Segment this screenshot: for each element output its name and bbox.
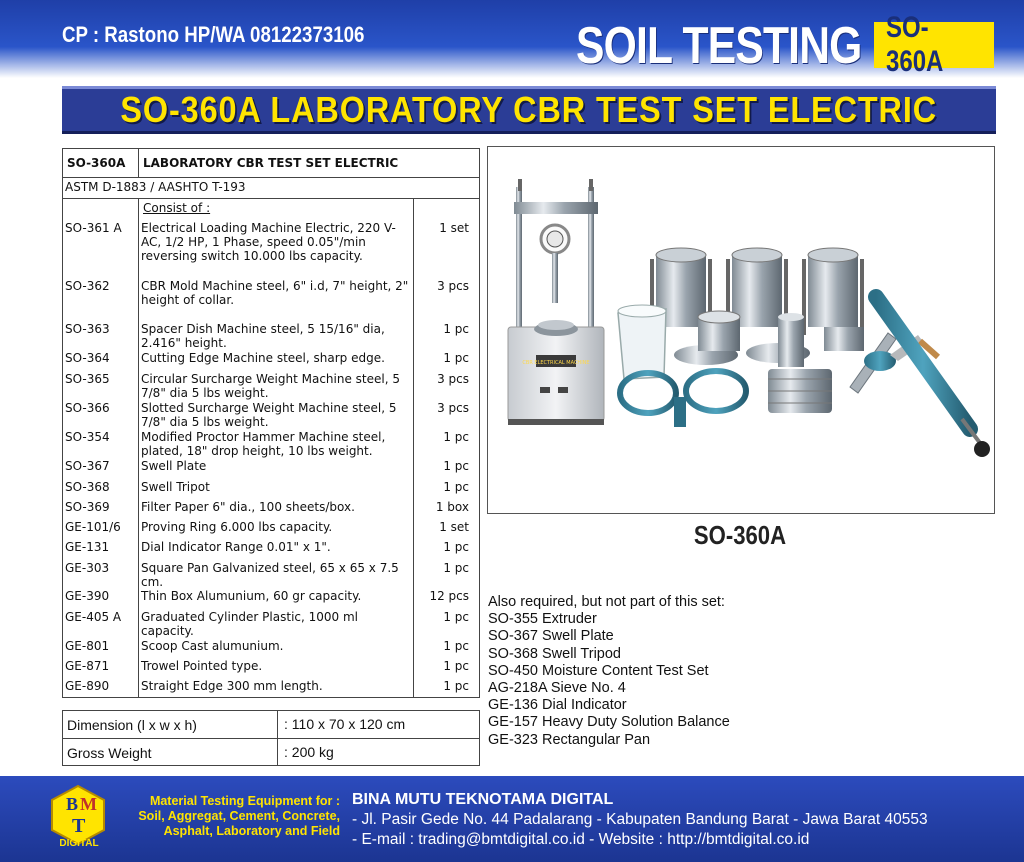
spec-item-desc: Circular Surcharge Weight Machine steel, 5 7/8" dia 5 lbs weight. <box>141 372 400 400</box>
list-item: SO-368 Swell Tripod <box>488 645 621 662</box>
spec-item-qty: 1 set <box>439 221 469 235</box>
dimension-label: Dimension (l x w x h) <box>67 717 197 733</box>
spec-item-qty: 3 pcs <box>437 401 469 415</box>
divider <box>413 199 414 697</box>
spec-item-desc: Thin Box Alumunium, 60 gr capacity. <box>141 589 362 603</box>
spec-item-qty: 1 pc <box>443 459 469 473</box>
spec-item-code: SO-363 <box>65 322 110 336</box>
spec-item-desc: Electrical Loading Machine Electric, 220 V-AC, 1/2 HP, 1 Phase, speed 0.05"/min reversing switch 10.000 lbs capacity. <box>141 221 396 263</box>
dimension-row <box>63 711 479 739</box>
weight-value: : 200 kg <box>277 739 334 766</box>
list-item: SO-355 Extruder <box>488 611 597 628</box>
company-name: BINA MUTU TEKNOTAMA DIGITAL <box>352 791 614 808</box>
photo-caption: SO-360A <box>693 520 787 550</box>
spec-item-desc: CBR Mold Machine steel, 6" i.d, 7" height, 2" height of collar. <box>141 279 409 307</box>
spec-item-desc: Filter Paper 6" dia., 100 sheets/box. <box>141 500 355 514</box>
spec-item-code: SO-369 <box>65 500 110 514</box>
company-address: - Jl. Pasir Gede No. 44 Padalarang - Kabupaten Bandung Barat - Jawa Barat 40553 <box>352 811 928 828</box>
tagline-line: Asphalt, Laboratory and Field <box>163 824 340 838</box>
company-contact: - E-mail : trading@bmtdigital.co.id - Website : http://bmtdigital.co.id <box>352 831 810 848</box>
spec-item-code: GE-131 <box>65 540 110 554</box>
footer-tagline <box>120 794 340 839</box>
spec-item-qty: 1 pc <box>443 610 469 624</box>
spec-item-desc: Scoop Cast alumunium. <box>141 639 284 653</box>
divider <box>138 199 139 697</box>
also-required-list <box>488 594 730 749</box>
spec-item-qty: 3 pcs <box>437 372 469 386</box>
spec-item-desc: Swell Tripot <box>141 480 210 494</box>
product-photo-illustration <box>488 147 994 513</box>
spec-item-code: SO-368 <box>65 480 110 494</box>
product-photo <box>487 146 995 514</box>
spec-item-code: SO-354 <box>65 430 110 444</box>
spec-item-qty: 1 pc <box>443 679 469 693</box>
spec-item-desc: Swell Plate <box>141 459 207 473</box>
spec-item-qty: 1 pc <box>443 540 469 554</box>
spec-item-code: GE-390 <box>65 589 110 603</box>
spec-item-code: SO-367 <box>65 459 110 473</box>
product-title-bar <box>62 86 996 134</box>
spec-item-code: SO-365 <box>65 372 110 386</box>
spec-item-desc: Straight Edge 300 mm length. <box>141 679 323 693</box>
logo-text: DIGITAL <box>59 838 99 849</box>
spec-item-desc: Cutting Edge Machine steel, sharp edge. <box>141 351 385 365</box>
spec-item-desc: Square Pan Galvanized steel, 65 x 65 x 7.5 cm. <box>141 561 399 589</box>
list-item: GE-136 Dial Indicator <box>488 697 627 714</box>
spec-item-code: GE-890 <box>65 679 110 693</box>
list-item: SO-450 Moisture Content Test Set <box>488 662 709 679</box>
dimension-value: : 110 x 70 x 120 cm <box>277 711 405 738</box>
spec-item-desc: Trowel Pointed type. <box>141 659 263 673</box>
consist-label: Consist of : <box>143 201 211 215</box>
spec-item-code: SO-361 A <box>65 221 122 235</box>
spec-item-code: GE-871 <box>65 659 110 673</box>
spec-item-code: GE-801 <box>65 639 110 653</box>
svg-text:T: T <box>72 815 86 837</box>
list-item: SO-367 Swell Plate <box>488 628 614 645</box>
spec-item-code: GE-101/6 <box>65 520 121 534</box>
dimensions-table <box>62 710 480 766</box>
spec-table <box>62 148 480 698</box>
spec-header-name: LABORATORY CBR TEST SET ELECTRIC <box>143 156 399 170</box>
spec-item-code: SO-362 <box>65 279 110 293</box>
spec-item-qty: 1 box <box>435 500 469 514</box>
spec-item-desc: Spacer Dish Machine steel, 5 15/16" dia, 2.416" height. <box>141 322 385 350</box>
spec-item-desc: Graduated Cylinder Plastic, 1000 ml capacity. <box>141 610 359 638</box>
spec-item-qty: 1 pc <box>443 561 469 575</box>
model-badge-label: SO-360A <box>886 11 944 78</box>
divider <box>138 149 139 177</box>
contact-info: CP : Rastono HP/WA 08122373106 <box>62 22 365 47</box>
spec-item-qty: 3 pcs <box>437 279 469 293</box>
spec-item-code: SO-366 <box>65 401 110 415</box>
tagline-line: Soil, Aggregat, Cement, Concrete, <box>138 809 340 823</box>
spec-item-desc: Dial Indicator Range 0.01" x 1". <box>141 540 331 554</box>
spec-item-code: SO-364 <box>65 351 110 365</box>
spec-item-qty: 1 pc <box>443 480 469 494</box>
tagline-line: Material Testing Equipment for : <box>149 794 340 808</box>
spec-item-qty: 1 pc <box>443 322 469 336</box>
also-required-heading: Also required, but not part of this set: <box>488 594 725 610</box>
spec-item-qty: 1 pc <box>443 659 469 673</box>
svg-text:B: B <box>66 794 79 814</box>
spec-header-row <box>63 149 479 178</box>
list-item: GE-157 Heavy Duty Solution Balance <box>488 714 730 731</box>
spec-item-qty: 12 pcs <box>429 589 469 603</box>
spec-item-qty: 1 pc <box>443 351 469 365</box>
product-title: SO-360A LABORATORY CBR TEST SET ELECTRIC <box>120 89 938 130</box>
spec-item-qty: 1 pc <box>443 639 469 653</box>
weight-row <box>63 739 479 766</box>
spec-item-code: GE-405 A <box>65 610 122 624</box>
spec-item-code: GE-303 <box>65 561 110 575</box>
machine-label: CBR ELECTRICAL MACHINE <box>522 360 590 366</box>
standard-text: ASTM D-1883 / AASHTO T-193 <box>65 180 246 194</box>
standard-row <box>63 178 479 199</box>
spec-item-qty: 1 set <box>439 520 469 534</box>
spec-item-desc: Modified Proctor Hammer Machine steel, plated, 18" drop height, 10 lbs weight. <box>141 430 386 458</box>
spec-header-code: SO-360A <box>67 156 126 170</box>
list-item: GE-323 Rectangular Pan <box>488 731 651 748</box>
spec-item-desc: Proving Ring 6.000 lbs capacity. <box>141 520 333 534</box>
category-title: SOIL TESTING <box>576 17 862 75</box>
list-item: AG-218A Sieve No. 4 <box>488 680 626 697</box>
weight-label: Gross Weight <box>67 745 152 761</box>
svg-text:M: M <box>80 794 97 814</box>
model-badge <box>874 11 994 78</box>
spec-item-qty: 1 pc <box>443 430 469 444</box>
company-info <box>352 790 928 850</box>
spec-item-desc: Slotted Surcharge Weight Machine steel, 5 7/8" dia 5 lbs weight. <box>141 401 397 429</box>
